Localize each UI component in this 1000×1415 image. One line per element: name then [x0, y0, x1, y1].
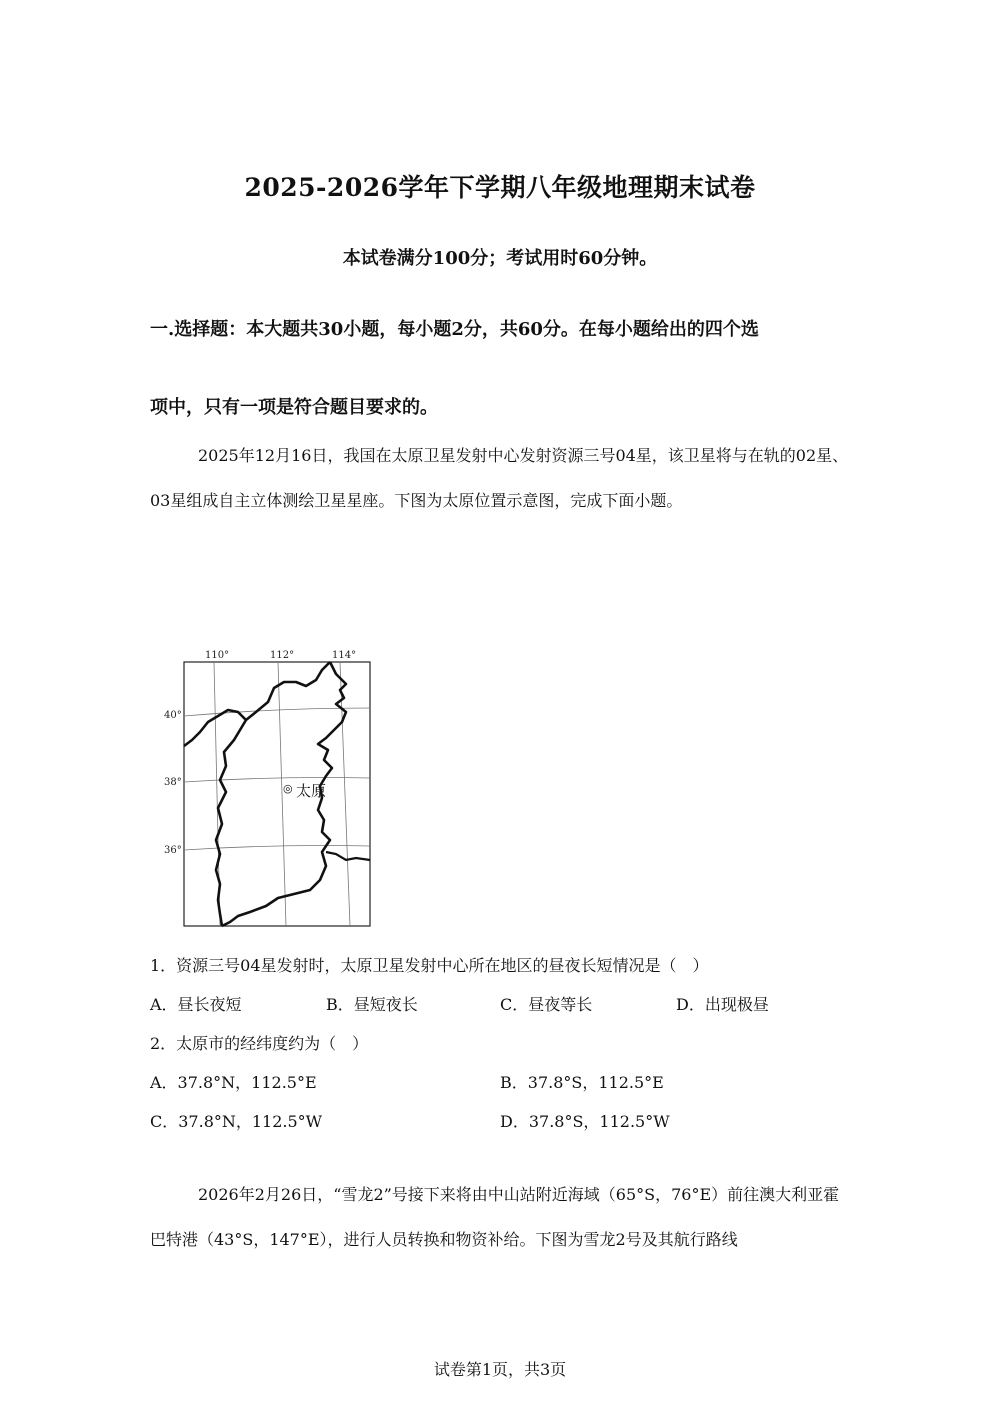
- meridian-114: [340, 662, 350, 926]
- section-heading-line2: 项中，只有一项是符合题目要求的。: [150, 397, 438, 418]
- page-title: 2025-2026学年下学期八年级地理期末试卷: [244, 173, 756, 202]
- lon-label-112: 112°: [270, 650, 295, 661]
- page-footer: 试卷第1页，共3页: [433, 1360, 567, 1379]
- parallel-36: [184, 846, 370, 851]
- q1-option-d[interactable]: D．出现极昼: [676, 995, 769, 1014]
- parallel-38: [184, 778, 370, 783]
- lat-label-36: 36°: [164, 845, 182, 856]
- question-2-stem: 2．太原市的经纬度约为（ ）: [150, 1034, 369, 1053]
- lon-label-114: 114°: [332, 650, 357, 661]
- q2-option-b[interactable]: B．37.8°S，112.5°E: [500, 1073, 664, 1092]
- passage-2-text: 2026年2月26日，“雪龙2”号接下来将由中山站附近海域（65°S，76°E）前往澳大利亚霍巴特港（43°S，147°E），进行人员转换和物资补给。下图为雪龙2号及其航行路线: [150, 1185, 840, 1249]
- map-frame: [184, 662, 370, 926]
- q2-option-a[interactable]: A．37.8°N，112.5°E: [150, 1073, 317, 1092]
- passage-1-text: 2025年12月16日，我国在太原卫星发射中心发射资源三号04星，该卫星将与在轨的02星、03星组成自主立体测绘卫星星座。下图为太原位置示意图，完成下面小题。: [150, 446, 849, 510]
- lat-label-40: 40°: [164, 710, 182, 721]
- lon-label-110: 110°: [205, 650, 230, 661]
- neighbour-boundary: [326, 852, 370, 860]
- city-label-taiyuan: 太原: [296, 782, 327, 800]
- q1-option-a[interactable]: A．昼长夜短: [150, 995, 242, 1014]
- q2-option-d[interactable]: D．37.8°S，112.5°W: [500, 1112, 670, 1131]
- exam-info: 本试卷满分100分；考试用时60分钟。: [342, 248, 658, 269]
- q2-option-c[interactable]: C．37.8°N，112.5°W: [150, 1112, 323, 1131]
- section-heading-line1: 一.选择题：本大题共30小题，每小题2分，共60分。在每小题给出的四个选: [150, 319, 759, 340]
- taiyuan-location-map: [150, 640, 380, 930]
- q1-option-c[interactable]: C．昼夜等长: [500, 995, 593, 1014]
- passage-2: [150, 1172, 850, 1262]
- question-1-stem: 1．资源三号04星发射时，太原卫星发射中心所在地区的昼夜长短情况是（ ）: [150, 956, 709, 975]
- passage-1: [150, 433, 850, 523]
- city-symbol-icon: ◎: [283, 782, 293, 795]
- lat-label-38: 38°: [164, 777, 182, 788]
- q1-option-b[interactable]: B．昼短夜长: [326, 995, 418, 1014]
